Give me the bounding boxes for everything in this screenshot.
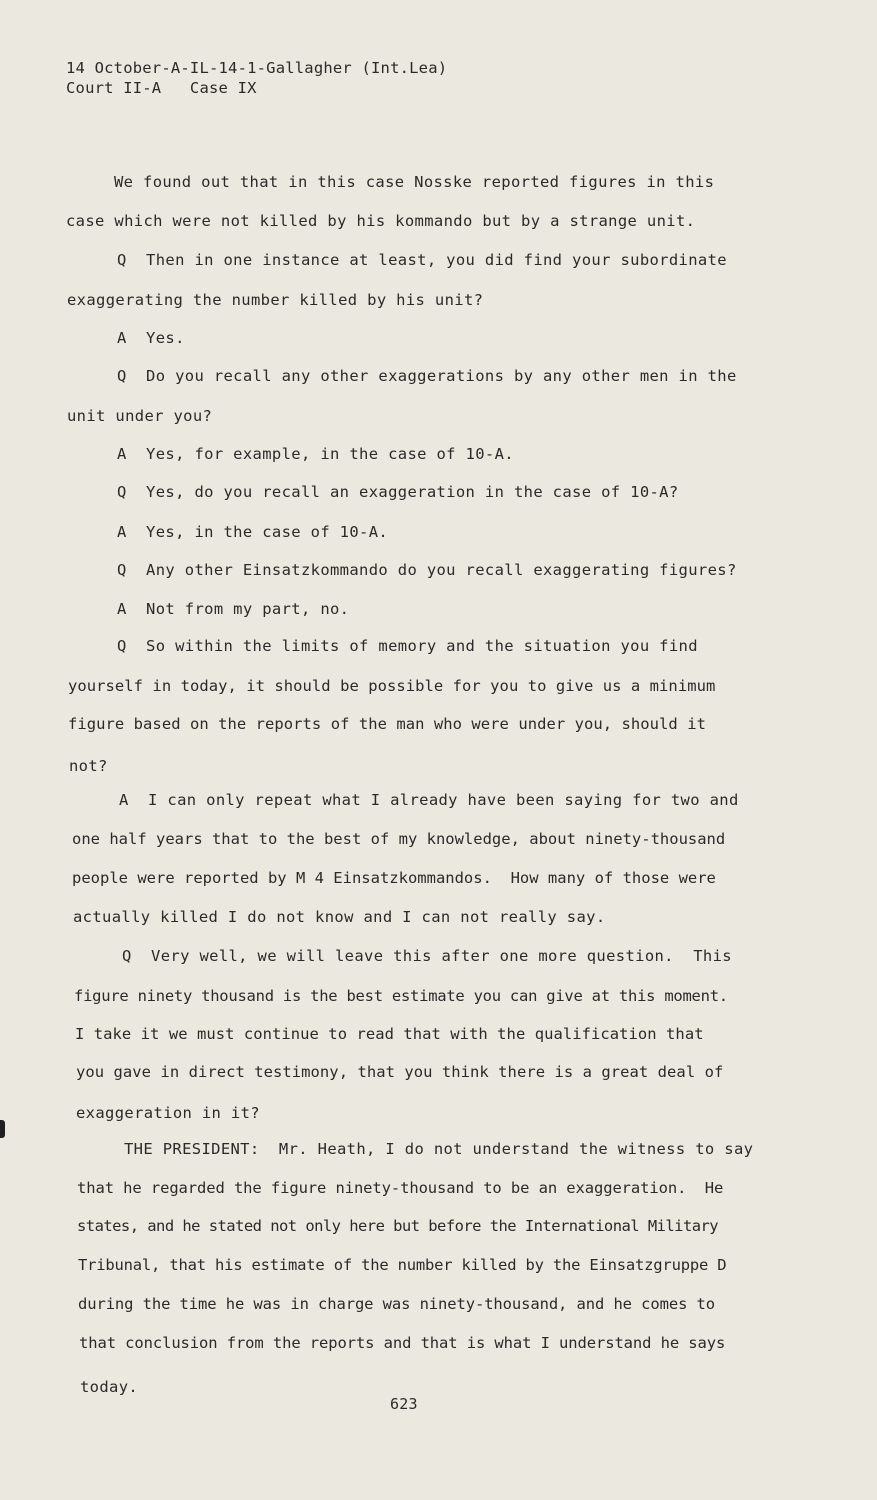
body-line: exaggerating the number killed by his unit? [67,291,484,309]
body-line: people were reported by M 4 Einsatzkommandos. How many of those were [72,869,716,887]
body-line: A Not from my part, no. [117,600,350,618]
body-line: during the time he was in charge was ninety-thousand, and he comes to [78,1295,715,1313]
binding-mark [0,1120,5,1138]
body-line: you gave in direct testimony, that you think there is a great deal of [76,1063,724,1081]
body-line: We found out that in this case Nosske reported figures in this [114,173,715,191]
body-line: exaggeration in it? [76,1104,260,1122]
body-line: case which were not killed by his kommando but by a strange unit. [66,212,696,230]
header-line-1: 14 October-A-IL-14-1-Gallagher (Int.Lea) [66,59,448,77]
body-line: Q Yes, do you recall an exaggeration in the case of 10-A? [117,483,679,501]
body-line: unit under you? [67,407,213,425]
body-line: A Yes, in the case of 10-A. [117,523,389,541]
body-line: today. [80,1378,139,1396]
page-number: 623 [390,1395,418,1413]
body-line: Q Do you recall any other exaggerations by any other men in the [117,367,737,385]
body-line: Q Then in one instance at least, you did find your subordinate [117,251,727,269]
body-line: THE PRESIDENT: Mr. Heath, I do not understand the witness to say [124,1140,754,1158]
body-line: one half years that to the best of my knowledge, about ninety-thousand [72,830,726,848]
body-line: states, and he stated not only here but before the International Military [77,1217,719,1235]
body-line: figure based on the reports of the man who were under you, should it [68,715,706,733]
header-line-2: Court II-A Case IX [66,79,257,97]
body-line: actually killed I do not know and I can not really say. [73,908,606,926]
body-line: that he regarded the figure ninety-thousand to be an exaggeration. He [77,1179,724,1197]
body-line: A I can only repeat what I already have been saying for two and [119,791,739,809]
body-line: I take it we must continue to read that with the qualification that [75,1025,704,1043]
body-line: figure ninety thousand is the best estimate you can give at this moment. [74,987,728,1005]
body-line: Q Very well, we will leave this after one more question. This [122,947,732,965]
body-line: A Yes, for example, in the case of 10-A. [117,445,514,463]
body-line: not? [69,757,108,775]
body-line: Tribunal, that his estimate of the number killed by the Einsatzgruppe D [78,1256,727,1274]
body-line: yourself in today, it should be possible for you to give us a minimum [68,677,716,695]
body-line: Q Any other Einsatzkommando do you recall exaggerating figures? [117,561,737,579]
body-line: Q So within the limits of memory and the situation you find [117,637,698,655]
body-line: A Yes. [117,329,185,347]
body-line: that conclusion from the reports and that is what I understand he says [79,1334,726,1352]
